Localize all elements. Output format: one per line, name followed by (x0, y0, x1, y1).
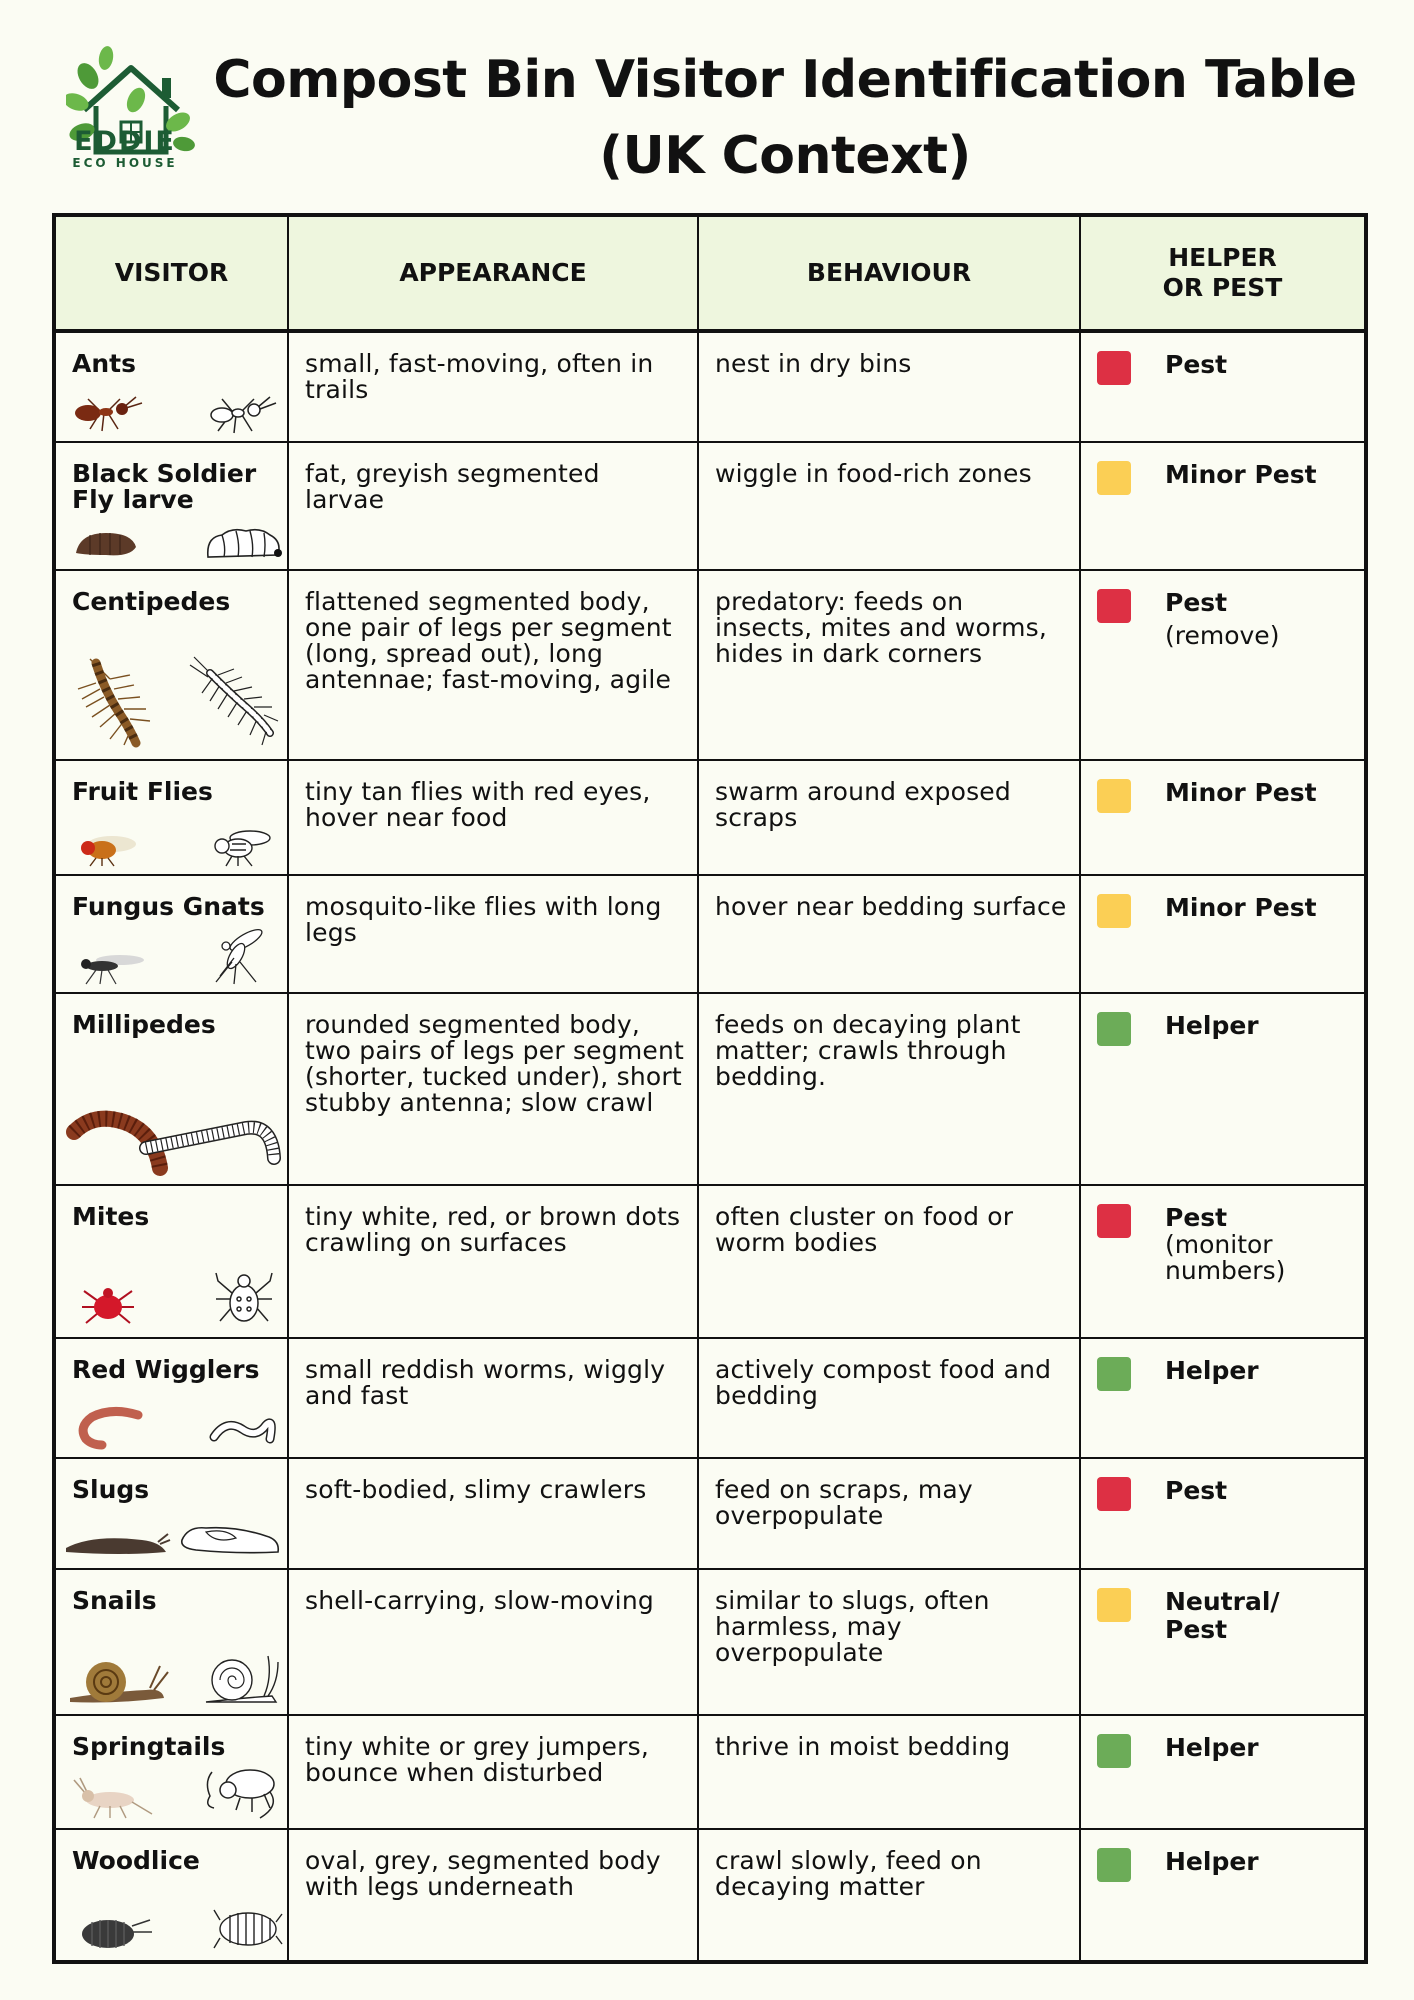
header-status-line-1: HELPER (1168, 243, 1277, 272)
behaviour-text: feed on scraps, may overpopulate (715, 1475, 973, 1530)
slug-photo-icon (62, 1526, 172, 1562)
page-title (210, 42, 1360, 194)
header-appearance: APPEARANCE (288, 215, 698, 331)
title-line-1: Compost Bin Visitor Identification Table (213, 50, 1357, 110)
centipede-outline-icon (182, 649, 282, 753)
visitor-name: Centipedes (72, 587, 231, 616)
status-label: Helper (1165, 1847, 1259, 1876)
visitor-name: Springtails (72, 1732, 226, 1761)
visitor-cell (54, 1569, 288, 1715)
table-row (54, 875, 1366, 993)
appearance-text: tiny white or grey jumpers, bounce when disturbed (305, 1732, 649, 1787)
helper-indicator-green (1097, 1012, 1131, 1046)
status-label: Minor Pest (1165, 460, 1317, 489)
visitor-name: Snails (72, 1586, 157, 1615)
status-label: Minor Pest (1165, 778, 1317, 807)
behaviour-text: wiggle in food-rich zones (715, 459, 1032, 488)
table-header-row (54, 215, 1366, 331)
woodlouse-photo-icon (72, 1910, 156, 1954)
behaviour-text: nest in dry bins (715, 349, 912, 378)
visitor-name: Slugs (72, 1475, 150, 1504)
woodlouse-outline-icon (212, 1904, 284, 1954)
minor-pest-indicator-yellow (1097, 1588, 1131, 1622)
header-status-line-2: OR PEST (1162, 273, 1283, 302)
header-helper-or-pest (1080, 215, 1366, 331)
header-visitor: VISITOR (54, 215, 288, 331)
fungus-gnat-outline-icon (206, 926, 270, 986)
helper-indicator-green (1097, 1848, 1131, 1882)
pest-indicator-red (1097, 351, 1131, 385)
visitor-cell (54, 1185, 288, 1338)
red-wiggler-outline-icon (206, 1407, 282, 1451)
pest-indicator-red (1097, 1204, 1131, 1238)
mite-outline-icon (212, 1267, 276, 1331)
behaviour-text: thrive in moist bedding (715, 1732, 1011, 1761)
appearance-text: oval, grey, segmented body with legs underneath (305, 1846, 661, 1901)
appearance-text: small reddish worms, wiggly and fast (305, 1355, 666, 1410)
behaviour-text: hover near bedding surface (715, 892, 1067, 921)
brand-wordmark (64, 128, 186, 170)
table-row (54, 993, 1366, 1185)
visitor-name: Millipedes (72, 1010, 216, 1039)
behaviour-text: similar to slugs, often harmless, may overpopulate (715, 1586, 990, 1667)
pest-indicator-red (1097, 589, 1131, 623)
slug-outline-icon (176, 1518, 286, 1562)
table-row (54, 1185, 1366, 1338)
visitor-name: Ants (72, 349, 136, 378)
behaviour-text: actively compost food and bedding (715, 1355, 1052, 1410)
table-row (54, 1715, 1366, 1829)
table-row (54, 331, 1366, 442)
visitor-cell (54, 760, 288, 875)
visitor-cell (54, 1458, 288, 1569)
fruit-fly-photo-icon (72, 828, 142, 868)
visitor-name: Woodlice (72, 1846, 200, 1875)
visitor-name: Fungus Gnats (72, 892, 265, 921)
table-row (54, 442, 1366, 570)
appearance-text: mosquito-like flies with long legs (305, 892, 662, 947)
red-mite-photo-icon (78, 1281, 138, 1331)
ant-photo-icon (70, 389, 148, 435)
fruit-fly-outline-icon (206, 824, 276, 868)
table-row (54, 1829, 1366, 1962)
visitor-cell (54, 570, 288, 760)
title-line-2: (UK Context) (599, 126, 971, 186)
status-label: Helper (1165, 1356, 1259, 1385)
status-label: Helper (1165, 1011, 1259, 1040)
visitor-cell (54, 875, 288, 993)
table-row (54, 1458, 1366, 1569)
visitor-name: Fruit Flies (72, 777, 213, 806)
status-label: Pest (1165, 588, 1228, 617)
springtail-outline-icon (200, 1762, 284, 1822)
millipede-outline-icon (136, 1108, 286, 1178)
visitor-cell (54, 1829, 288, 1962)
status-label: Pest (1165, 350, 1228, 379)
visitor-name: Black Soldier Fly larve (72, 459, 257, 514)
appearance-text: soft-bodied, slimy crawlers (305, 1475, 647, 1504)
appearance-text: tiny white, red, or brown dots crawling on surfaces (305, 1202, 681, 1257)
status-label: Pest (1165, 1476, 1228, 1505)
appearance-text: fat, greyish segmented larvae (305, 459, 600, 514)
status-note: (monitor numbers) (1165, 1230, 1286, 1285)
visitor-cell (54, 1715, 288, 1829)
status-label: Pest (1165, 1203, 1228, 1232)
header-behaviour: BEHAVIOUR (698, 215, 1080, 331)
helper-indicator-green (1097, 1734, 1131, 1768)
brand-name: EDDIE (74, 126, 176, 157)
visitor-cell (54, 1338, 288, 1458)
visitor-cell (54, 331, 288, 442)
ant-outline-icon (206, 391, 280, 435)
visitor-cell (54, 442, 288, 570)
appearance-text: tiny tan flies with red eyes, hover near food (305, 777, 651, 832)
visitor-name: Mites (72, 1202, 150, 1231)
table-row (54, 570, 1366, 760)
appearance-text: shell-carrying, slow-moving (305, 1586, 654, 1615)
visitor-cell (54, 993, 288, 1185)
behaviour-text: often cluster on food or worm bodies (715, 1202, 1014, 1257)
fungus-gnat-photo-icon (72, 946, 148, 986)
behaviour-text: predatory: feeds on insects, mites and worms, hides in dark corners (715, 587, 1048, 668)
visitor-name: Red Wigglers (72, 1355, 260, 1384)
appearance-text: rounded segmented body, two pairs of legs per segment (shorter, tucked under), short stubby antenna; slow crawl (305, 1010, 685, 1117)
status-label: Neutral/ Pest (1165, 1587, 1280, 1644)
larva-outline-icon (202, 523, 286, 563)
brand-tagline: ECO HOUSE (72, 156, 178, 170)
appearance-text: small, fast-moving, often in trails (305, 349, 654, 404)
behaviour-text: crawl slowly, feed on decaying matter (715, 1846, 982, 1901)
appearance-text: flattened segmented body, one pair of legs per segment (long, spread out), long antennae; fast-moving, agile (305, 587, 672, 694)
visitor-table (52, 213, 1368, 1964)
minor-pest-indicator-yellow (1097, 894, 1131, 928)
centipede-photo-icon (70, 649, 154, 753)
minor-pest-indicator-yellow (1097, 779, 1131, 813)
pest-indicator-red (1097, 1477, 1131, 1511)
snail-photo-icon (66, 1654, 170, 1708)
minor-pest-indicator-yellow (1097, 461, 1131, 495)
red-wiggler-photo-icon (72, 1405, 152, 1451)
larva-photo-icon (70, 523, 142, 563)
status-note: (remove) (1165, 621, 1280, 650)
snail-outline-icon (202, 1648, 282, 1708)
status-label: Minor Pest (1165, 893, 1317, 922)
table-row (54, 1338, 1366, 1458)
helper-indicator-green (1097, 1357, 1131, 1391)
springtail-photo-icon (70, 1774, 160, 1822)
table-row (54, 760, 1366, 875)
table-row (54, 1569, 1366, 1715)
status-label: Helper (1165, 1733, 1259, 1762)
behaviour-text: feeds on decaying plant matter; crawls through bedding. (715, 1010, 1021, 1091)
behaviour-text: swarm around exposed scraps (715, 777, 1011, 832)
